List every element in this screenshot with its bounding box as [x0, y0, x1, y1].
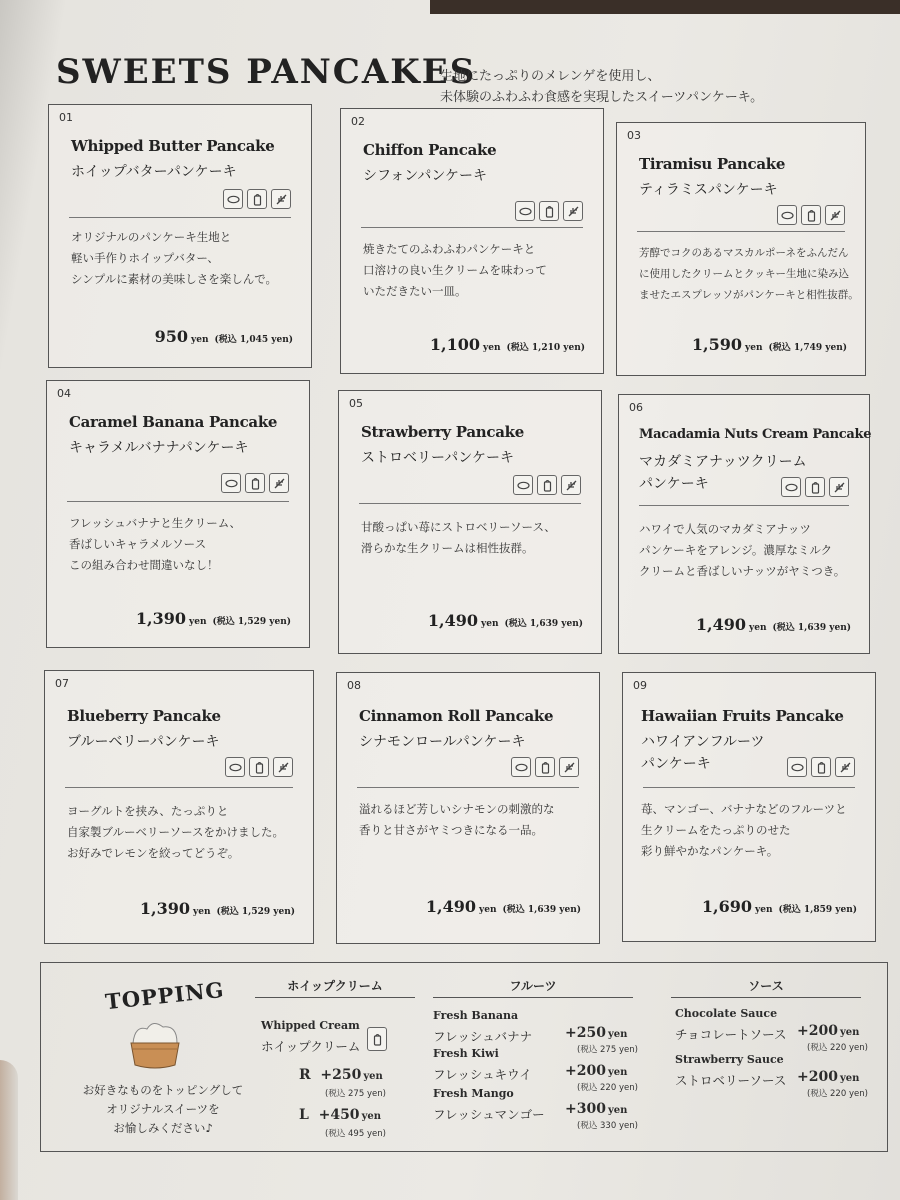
item-name-jp: シフォンパンケーキ	[363, 168, 488, 184]
fruit-name-jp: フレッシュバナナ	[433, 1029, 533, 1044]
menu-item-card[interactable]	[618, 394, 870, 654]
item-description: フレッシュバナナと生クリーム、 香ばしいキャラメルソース この組み合わせ間違いなし！	[69, 516, 242, 572]
item-name-en: Caramel Banana Pancake	[69, 413, 278, 431]
sauce-tax: (税込 220 yen)	[807, 1043, 868, 1053]
divider	[357, 787, 579, 788]
cream-cup-icon	[247, 189, 267, 209]
menu-item-card[interactable]	[338, 390, 602, 654]
finger-shadow	[0, 1060, 18, 1200]
item-description: オリジナルのパンケーキ生地と 軽い手作りホイップバター、 シンプルに素材の美味しさを楽しんで。	[71, 230, 278, 286]
item-number: 07	[55, 677, 69, 690]
plate-icon	[223, 189, 243, 209]
cream-cup-icon	[367, 1027, 387, 1051]
whip-heading: ホイップクリーム	[255, 977, 415, 998]
divider	[639, 505, 849, 506]
menu-item-card[interactable]	[48, 104, 312, 368]
sauce-name-en: Chocolate Sauce	[675, 1007, 778, 1020]
sauce-heading: ソース	[671, 977, 861, 998]
divider	[65, 787, 293, 788]
sauce-price: +200 yen	[797, 1069, 860, 1085]
item-price: 1,590 yen (税込 1,749 yen)	[691, 335, 847, 354]
item-number: 01	[59, 111, 73, 124]
leaf-icon	[563, 201, 583, 221]
fruit-price: +300 yen	[565, 1101, 628, 1117]
item-number: 04	[57, 387, 71, 400]
cream-cup-icon	[249, 757, 269, 777]
item-price: 1,690 yen (税込 1,859 yen)	[701, 897, 857, 916]
menu-item-card[interactable]	[622, 672, 876, 942]
fruit-name-jp: フレッシュキウイ	[433, 1067, 532, 1082]
sauce-name-en: Strawberry Sauce	[675, 1053, 784, 1066]
item-description: 芳醇でコクのあるマスカルポーネをふんだん に使用したクリームとクッキー生地に染み込 ませたエスプレッソがパンケーキと相性抜群。	[639, 247, 859, 301]
divider	[359, 503, 581, 504]
item-description: 焼きたてのふわふわパンケーキと 口溶けの良い生クリームを味わって いただきたい一皿。	[363, 242, 547, 298]
topping-note: お好きなものをトッピングして オリジナルスイーツを お愉しみください♪	[82, 1083, 244, 1135]
fruit-name-en: Fresh Kiwi	[433, 1047, 499, 1060]
icon-group	[511, 757, 579, 777]
item-name-en: Hawaiian Fruits Pancake	[641, 707, 844, 725]
divider	[69, 217, 291, 218]
plate-icon	[515, 201, 535, 221]
page-subtitle	[440, 66, 763, 108]
cream-cup-icon	[535, 757, 555, 777]
item-price: 1,490 yen (税込 1,639 yen)	[425, 897, 581, 916]
cream-cup-icon	[801, 205, 821, 225]
page-title: SWEETS PANCAKES	[56, 52, 477, 92]
item-number: 05	[349, 397, 363, 410]
plate-icon	[781, 477, 801, 497]
plate-icon	[513, 475, 533, 495]
item-name-en: Macadamia Nuts Cream Pancake	[639, 427, 872, 442]
icon-group	[515, 201, 583, 221]
item-name-jp: シナモンロールパンケーキ	[359, 734, 526, 750]
whip-large-tax: (税込 495 yen)	[325, 1129, 386, 1139]
plate-icon	[221, 473, 241, 493]
fruit-tax: (税込 330 yen)	[577, 1121, 638, 1131]
whip-name-en: Whipped Cream	[261, 1019, 360, 1032]
item-name-jp: マカダミアナッツクリーム パンケーキ	[639, 454, 807, 492]
menu-item-card[interactable]	[44, 670, 314, 944]
item-price: 1,490 yen (税込 1,639 yen)	[427, 611, 583, 630]
fruits-heading: フルーツ	[433, 977, 633, 998]
whip-regular-price: R +250 yen	[299, 1067, 383, 1083]
whip-name-jp: ホイップクリーム	[261, 1039, 361, 1054]
icon-group	[221, 473, 289, 493]
plate-icon	[225, 757, 245, 777]
divider	[643, 787, 855, 788]
item-name-en: Whipped Butter Pancake	[71, 137, 275, 155]
sauce-name-jp: ストロベリーソース	[675, 1073, 787, 1088]
leaf-icon	[273, 757, 293, 777]
fruit-name-en: Fresh Banana	[433, 1009, 519, 1022]
leaf-icon	[561, 475, 581, 495]
whip-large-price: L +450 yen	[299, 1107, 382, 1123]
item-description: ハワイで人気のマカダミアナッツ パンケーキをアレンジ。濃厚なミルク クリームと香ばしいナッツがヤミつき。	[639, 522, 846, 578]
cream-cup-icon	[245, 473, 265, 493]
icon-group	[223, 189, 291, 209]
leaf-icon	[825, 205, 845, 225]
item-description: 溢れるほど芳しいシナモンの刺激的な 香りと甘さがヤミつきになる一品。	[359, 802, 555, 837]
leaf-icon	[269, 473, 289, 493]
whipped-cream-cup-icon	[123, 1019, 187, 1075]
fruit-name-en: Fresh Mango	[433, 1087, 514, 1100]
item-name-en: Strawberry Pancake	[361, 423, 524, 441]
icon-group	[513, 475, 581, 495]
item-description: 甘酸っぱい苺にストロベリーソース、 滑らかな生クリームは相性抜群。	[361, 520, 556, 555]
fruit-tax: (税込 275 yen)	[577, 1045, 638, 1055]
item-name-en: Tiramisu Pancake	[639, 155, 786, 173]
item-name-en: Chiffon Pancake	[363, 141, 497, 159]
icon-group	[787, 757, 855, 777]
item-price: 950 yen (税込 1,045 yen)	[154, 327, 293, 346]
fruit-tax: (税込 220 yen)	[577, 1083, 638, 1093]
fruit-name-jp: フレッシュマンゴー	[433, 1107, 545, 1122]
item-number: 08	[347, 679, 361, 692]
cream-cup-icon	[811, 757, 831, 777]
leaf-icon	[835, 757, 855, 777]
whip-regular-tax: (税込 275 yen)	[325, 1089, 386, 1099]
item-description: ヨーグルトを挟み、たっぷりと 自家製ブルーベリーソースをかけました。 お好みでレモンを絞ってどうぞ。	[67, 804, 285, 860]
plate-icon	[777, 205, 797, 225]
menu-item-card[interactable]	[340, 108, 604, 374]
icon-group	[777, 205, 845, 225]
divider	[361, 227, 583, 228]
item-number: 06	[629, 401, 643, 414]
fruit-price: +200 yen	[565, 1063, 628, 1079]
divider	[67, 501, 289, 502]
item-name-jp: ティラミスパンケーキ	[639, 182, 778, 198]
fruit-price: +250 yen	[565, 1025, 628, 1041]
divider	[637, 231, 845, 232]
icon-group	[781, 477, 849, 497]
subtitle-line: 未体験のふわふわ食感を実現したスイーツパンケーキ。	[440, 90, 764, 105]
cream-cup-icon	[539, 201, 559, 221]
item-name-en: Cinnamon Roll Pancake	[359, 707, 554, 725]
topping-section	[40, 962, 888, 1152]
item-price: 1,390 yen (税込 1,529 yen)	[139, 899, 295, 918]
cream-cup-icon	[805, 477, 825, 497]
icon-group	[225, 757, 293, 777]
item-name-jp: ストロベリーパンケーキ	[361, 450, 515, 466]
item-number: 02	[351, 115, 365, 128]
item-name-jp: キャラメルバナナパンケーキ	[69, 440, 249, 456]
cream-cup-icon	[537, 475, 557, 495]
sauce-name-jp: チョコレートソース	[675, 1027, 787, 1042]
leaf-icon	[829, 477, 849, 497]
item-name-jp: ハワイアンフルーツ パンケーキ	[641, 734, 765, 772]
item-name-jp: ホイップバターパンケーキ	[71, 164, 237, 180]
leaf-icon	[271, 189, 291, 209]
menu-item-card[interactable]	[46, 380, 310, 648]
item-price: 1,100 yen (税込 1,210 yen)	[429, 335, 585, 354]
sauce-tax: (税込 220 yen)	[807, 1089, 868, 1099]
item-number: 09	[633, 679, 647, 692]
topping-title: TOPPING	[104, 976, 226, 1015]
item-number: 03	[627, 129, 641, 142]
item-price: 1,390 yen (税込 1,529 yen)	[135, 609, 291, 628]
sauce-price: +200 yen	[797, 1023, 860, 1039]
menu-item-card[interactable]	[336, 672, 600, 944]
plate-icon	[787, 757, 807, 777]
background-shadow	[430, 0, 900, 14]
leaf-icon	[559, 757, 579, 777]
subtitle-line: 生地にたっぷりのメレンゲを使用し、	[440, 69, 661, 84]
item-description: 苺、マンゴー、バナナなどのフルーツと 生クリームをたっぷりのせた 彩り鮮やかなパンケーキ。	[641, 802, 847, 858]
item-name-jp: ブルーベリーパンケーキ	[67, 734, 220, 750]
menu-item-card[interactable]	[616, 122, 866, 376]
plate-icon	[511, 757, 531, 777]
item-price: 1,490 yen (税込 1,639 yen)	[695, 615, 851, 634]
item-name-en: Blueberry Pancake	[67, 707, 221, 725]
